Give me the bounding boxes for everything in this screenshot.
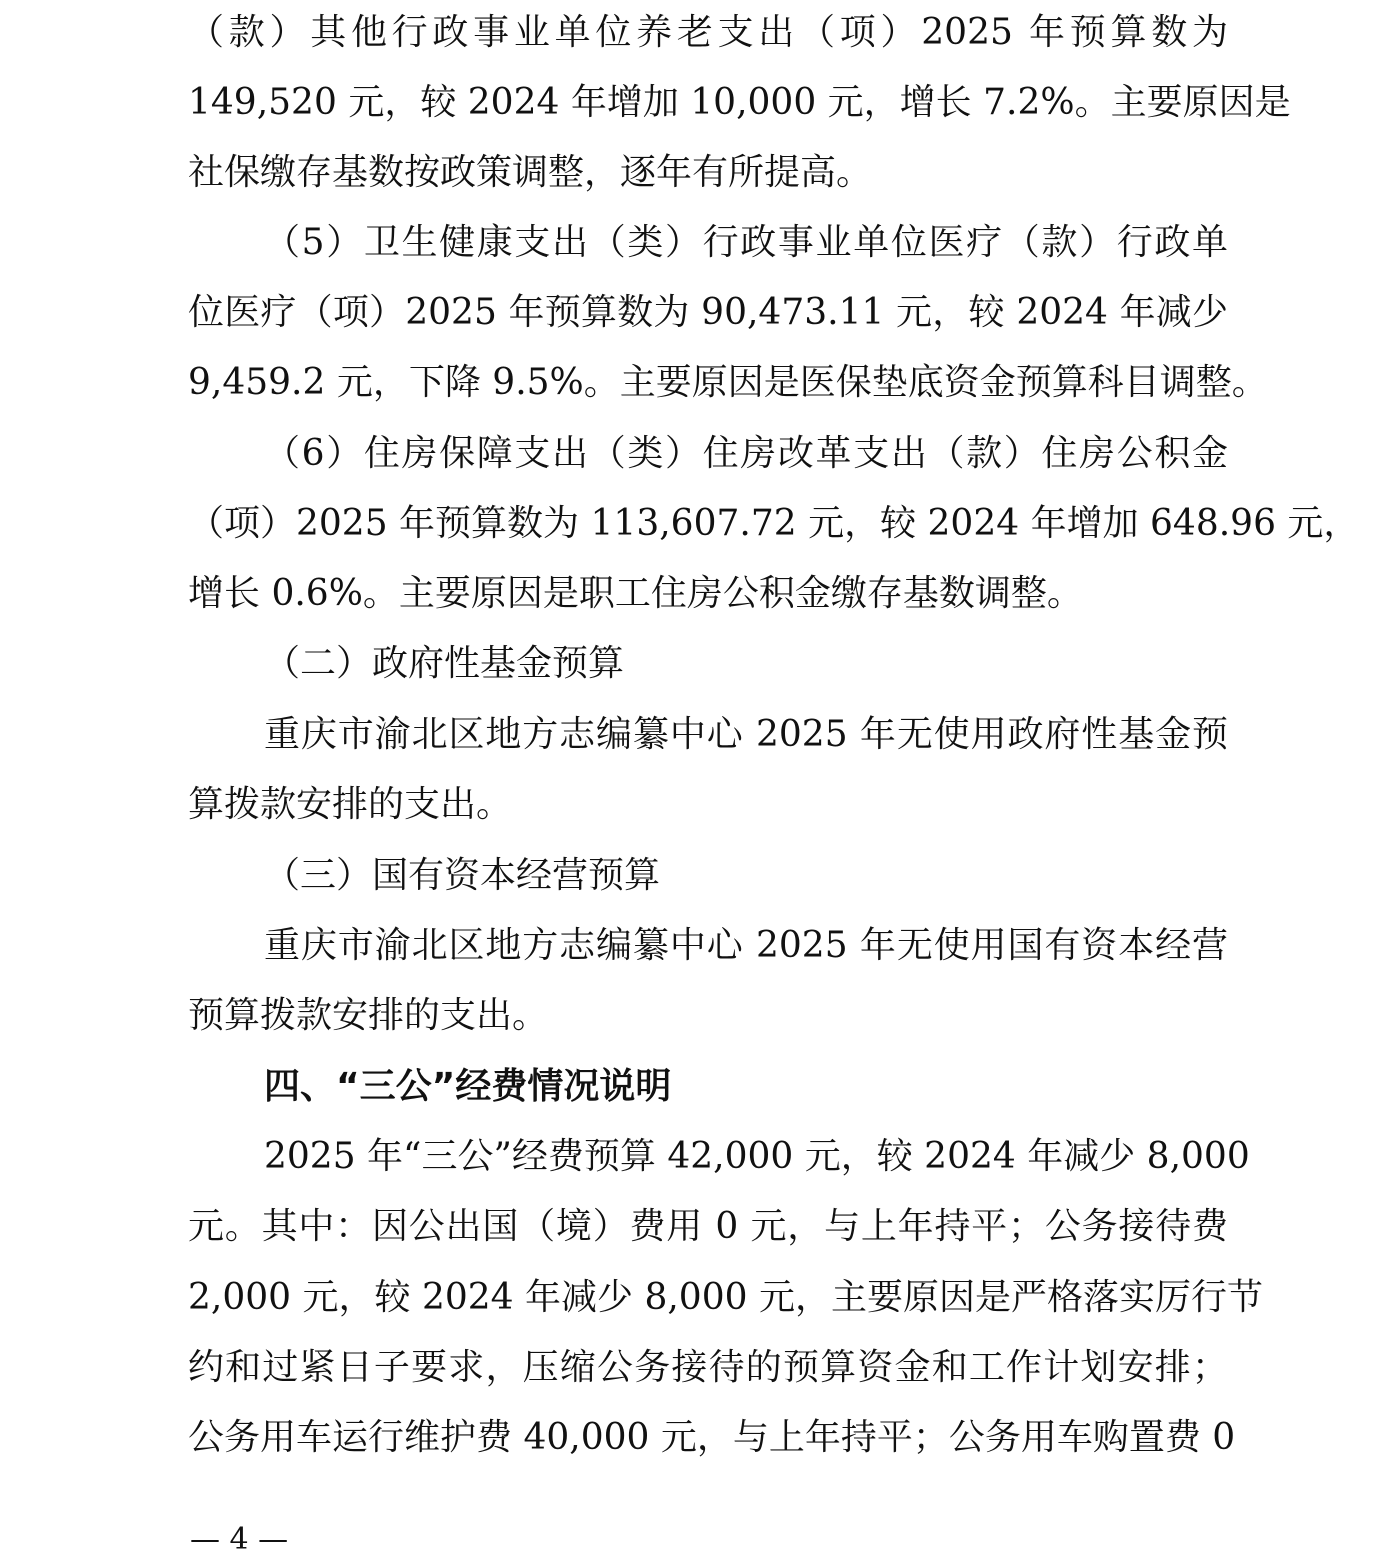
- chapter-heading: 四、“三公”经费情况说明: [264, 1066, 672, 1107]
- body-text-line: 149,520 元，较 2024 年增加 10,000 元，增长 7.2%。主要原因是: [188, 82, 1291, 123]
- page-number: — 4 —: [190, 1522, 289, 1557]
- body-text-line: 社保缴存基数按政策调整，逐年有所提高。: [188, 152, 873, 193]
- body-text-line: 算拨款安排的支出。: [188, 784, 513, 825]
- section-heading: （二）政府性基金预算: [264, 643, 625, 684]
- body-text-line: 约和过紧日子要求，压缩公务接待的预算资金和工作计划安排；: [188, 1347, 1228, 1388]
- body-text-line: 2,000 元，较 2024 年减少 8,000 元，主要原因是严格落实厉行节: [188, 1277, 1263, 1318]
- section-heading: （三）国有资本经营预算: [264, 855, 661, 896]
- body-text-line: 增长 0.6%。主要原因是职工住房公积金缴存基数调整。: [188, 573, 1083, 614]
- body-text-line: （6）住房保障支出（类）住房改革支出（款）住房公积金: [264, 433, 1228, 474]
- body-text-line: 9,459.2 元，下降 9.5%。主要原因是医保垫底资金预算科目调整。: [188, 362, 1268, 403]
- body-text-line: （款）其他行政事业单位养老支出（项）2025 年预算数为: [188, 12, 1228, 53]
- body-text-line: 重庆市渝北区地方志编纂中心 2025 年无使用政府性基金预: [264, 714, 1228, 755]
- body-text-line: 位医疗（项）2025 年预算数为 90,473.11 元，较 2024 年减少: [188, 292, 1228, 333]
- body-text-line: 2025 年“三公”经费预算 42,000 元，较 2024 年减少 8,000: [264, 1136, 1250, 1177]
- body-text-line: 元。其中：因公出国（境）费用 0 元，与上年持平；公务接待费: [188, 1206, 1228, 1247]
- body-text-line: 重庆市渝北区地方志编纂中心 2025 年无使用国有资本经营: [264, 925, 1228, 966]
- body-text-line: 预算拨款安排的支出。: [188, 995, 549, 1036]
- body-text-line: （5）卫生健康支出（类）行政事业单位医疗（款）行政单: [264, 222, 1228, 263]
- body-text-line: 公务用车运行维护费 40,000 元，与上年持平；公务用车购置费 0: [188, 1417, 1236, 1458]
- body-text-line: （项）2025 年预算数为 113,607.72 元，较 2024 年增加 648.96 元，: [188, 503, 1360, 544]
